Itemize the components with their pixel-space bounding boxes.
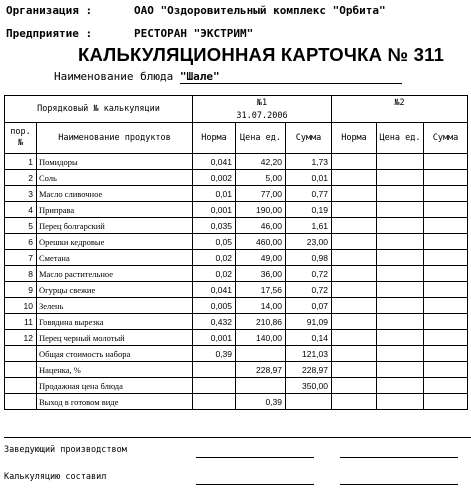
calc2-number: №2 [332, 96, 468, 123]
calc2-norm [332, 266, 377, 282]
calc2-sum [424, 314, 468, 330]
table-row [5, 298, 468, 314]
product-name: Огурцы свежие [37, 282, 193, 298]
calc1-number: №1 [193, 96, 332, 110]
total-empty-2a [332, 346, 377, 362]
yield-label: Выход в готовом виде [37, 394, 193, 410]
calc2-sum [424, 202, 468, 218]
row-number: 12 [5, 330, 37, 346]
product-sum: 0,07 [286, 298, 332, 314]
markup-norm-empty [193, 362, 236, 378]
table-row [5, 218, 468, 234]
calc2-price [377, 250, 424, 266]
product-price: 14,00 [236, 298, 286, 314]
calc2-price [377, 218, 424, 234]
ingredient-rows [5, 154, 468, 346]
markup-label: Наценка, % [37, 362, 193, 378]
table-header-row-1 [5, 96, 468, 110]
calc2-price [377, 266, 424, 282]
calc2-price [377, 202, 424, 218]
markup-blank [5, 362, 37, 378]
markup-empty-2a [332, 362, 377, 378]
row-number: 6 [5, 234, 37, 250]
product-norm: 0,001 [193, 202, 236, 218]
calc1-date: 31.07.2006 [193, 109, 332, 123]
calc2-norm [332, 298, 377, 314]
col-price-header-1: Цена ед. [236, 123, 286, 154]
calc2-norm [332, 218, 377, 234]
compiler-name-line [340, 484, 458, 485]
product-sum: 0,14 [286, 330, 332, 346]
enterprise-label: Предприятие : [6, 27, 93, 40]
product-norm: 0,041 [193, 282, 236, 298]
yield-blank [5, 394, 37, 410]
table-row [5, 234, 468, 250]
product-price: 46,00 [236, 218, 286, 234]
product-price: 49,00 [236, 250, 286, 266]
product-sum: 91,09 [286, 314, 332, 330]
table-row [5, 170, 468, 186]
row-number: 4 [5, 202, 37, 218]
yield-norm-empty [193, 394, 236, 410]
calc2-norm [332, 154, 377, 170]
product-norm: 0,005 [193, 298, 236, 314]
row-number: 5 [5, 218, 37, 234]
manager-label: Заведующий производством [4, 445, 127, 455]
product-name: Масло растительное [37, 266, 193, 282]
dish-row [54, 70, 402, 84]
calc2-price [377, 282, 424, 298]
col-price-header-2: Цена ед. [377, 123, 424, 154]
total-empty-2c [424, 346, 468, 362]
product-name: Перец болгарский [37, 218, 193, 234]
calc2-norm [332, 282, 377, 298]
table-row [5, 186, 468, 202]
row-number: 11 [5, 314, 37, 330]
sale-blank [5, 378, 37, 394]
markup-empty-2b [377, 362, 424, 378]
row-number: 7 [5, 250, 37, 266]
product-price: 5,00 [236, 170, 286, 186]
col-name-header: Наименование продуктов [37, 123, 193, 154]
calc2-price [377, 330, 424, 346]
sale-empty-2a [332, 378, 377, 394]
dish-label: Наименование блюда [54, 70, 174, 83]
organization-line [6, 4, 386, 17]
calc2-price [377, 186, 424, 202]
product-name: Перец черный молотый [37, 330, 193, 346]
product-price: 77,00 [236, 186, 286, 202]
product-name: Масло сливочное [37, 186, 193, 202]
product-sum: 0,01 [286, 170, 332, 186]
calc2-sum [424, 186, 468, 202]
product-name: Приправа [37, 202, 193, 218]
calc2-sum [424, 154, 468, 170]
row-number: 10 [5, 298, 37, 314]
sale-empty-2c [424, 378, 468, 394]
col-norm-header-2: Норма [332, 123, 377, 154]
col-number-header: пор. № [5, 123, 37, 154]
document-title: КАЛЬКУЛЯЦИОННАЯ КАРТОЧКА № 311 [78, 44, 445, 65]
calc2-norm [332, 250, 377, 266]
calc2-price [377, 314, 424, 330]
calc2-sum [424, 282, 468, 298]
row-number: 8 [5, 266, 37, 282]
table-row [5, 314, 468, 330]
calc2-norm [332, 170, 377, 186]
calc2-sum [424, 266, 468, 282]
calc2-price [377, 170, 424, 186]
markup-price: 228,97 [236, 362, 286, 378]
total-label: Общая стоимость набора [37, 346, 193, 362]
enterprise-line [6, 27, 253, 40]
product-norm: 0,002 [193, 170, 236, 186]
product-name: Говядина вырезка [37, 314, 193, 330]
product-price: 190,00 [236, 202, 286, 218]
calc2-sum [424, 218, 468, 234]
product-price: 17,56 [236, 282, 286, 298]
row-number: 1 [5, 154, 37, 170]
sale-price-empty [236, 378, 286, 394]
product-price: 460,00 [236, 234, 286, 250]
table-row [5, 266, 468, 282]
row-number: 9 [5, 282, 37, 298]
table-row [5, 250, 468, 266]
organization-label: Организация : [6, 4, 93, 17]
product-name: Орешки кедровые [37, 234, 193, 250]
table-header-row-3 [5, 123, 468, 154]
calc2-sum [424, 234, 468, 250]
dish-value: "Шале" [180, 70, 402, 84]
yield-sum-empty [286, 394, 332, 410]
calc2-norm [332, 314, 377, 330]
yield-empty-2c [424, 394, 468, 410]
calc2-sum [424, 250, 468, 266]
calc2-price [377, 154, 424, 170]
table-row [5, 282, 468, 298]
product-name: Соль [37, 170, 193, 186]
product-price: 140,00 [236, 330, 286, 346]
total-blank [5, 346, 37, 362]
yield-price: 0,39 [236, 394, 286, 410]
col-norm-header-1: Норма [193, 123, 236, 154]
calc2-sum [424, 330, 468, 346]
col-sum-header-2: Сумма [424, 123, 468, 154]
product-norm: 0,05 [193, 234, 236, 250]
product-name: Зелень [37, 298, 193, 314]
calc2-sum [424, 170, 468, 186]
calc2-norm [332, 234, 377, 250]
total-norm: 0,39 [193, 346, 236, 362]
product-norm: 0,432 [193, 314, 236, 330]
footer-divider [4, 437, 471, 438]
yield-empty-2b [377, 394, 424, 410]
col-sum-header-1: Сумма [286, 123, 332, 154]
compiler-signature-line [196, 484, 314, 485]
markup-row [5, 362, 468, 378]
calc2-price [377, 298, 424, 314]
calc2-sum [424, 298, 468, 314]
organization-value: ОАО "Оздоровительный комплекс "Орбита" [134, 4, 386, 17]
sale-label: Продажная цена блюда [37, 378, 193, 394]
product-price: 42,20 [236, 154, 286, 170]
calculation-table [4, 95, 468, 410]
calc2-norm [332, 186, 377, 202]
product-norm: 0,035 [193, 218, 236, 234]
yield-empty-2a [332, 394, 377, 410]
product-norm: 0,02 [193, 250, 236, 266]
product-price: 36,00 [236, 266, 286, 282]
sale-norm-empty [193, 378, 236, 394]
sequence-header: Порядковый № калькуляции [5, 96, 193, 123]
manager-name-line [340, 457, 458, 458]
row-number: 2 [5, 170, 37, 186]
calc2-norm [332, 202, 377, 218]
total-row [5, 346, 468, 362]
total-sum: 121,03 [286, 346, 332, 362]
sale-row [5, 378, 468, 394]
calc2-price [377, 234, 424, 250]
manager-signature-line [196, 457, 314, 458]
compiler-label: Калькуляцию составил [4, 472, 107, 482]
product-norm: 0,02 [193, 266, 236, 282]
product-sum: 0,98 [286, 250, 332, 266]
total-empty-2b [377, 346, 424, 362]
product-sum: 23,00 [286, 234, 332, 250]
product-sum: 0,72 [286, 266, 332, 282]
product-name: Сметана [37, 250, 193, 266]
yield-row [5, 394, 468, 410]
table-row [5, 154, 468, 170]
table-row [5, 202, 468, 218]
calc2-norm [332, 330, 377, 346]
row-number: 3 [5, 186, 37, 202]
sale-empty-2b [377, 378, 424, 394]
markup-sum: 228,97 [286, 362, 332, 378]
product-sum: 0,19 [286, 202, 332, 218]
product-name: Помидоры [37, 154, 193, 170]
product-sum: 1,61 [286, 218, 332, 234]
sale-sum: 350,00 [286, 378, 332, 394]
table-row [5, 330, 468, 346]
markup-empty-2c [424, 362, 468, 378]
product-sum: 1,73 [286, 154, 332, 170]
product-norm: 0,041 [193, 154, 236, 170]
product-sum: 0,77 [286, 186, 332, 202]
product-norm: 0,01 [193, 186, 236, 202]
product-price: 210,86 [236, 314, 286, 330]
total-price-empty [236, 346, 286, 362]
product-sum: 0,72 [286, 282, 332, 298]
product-norm: 0,001 [193, 330, 236, 346]
enterprise-value: РЕСТОРАН "ЭКСТРИМ" [134, 27, 254, 40]
